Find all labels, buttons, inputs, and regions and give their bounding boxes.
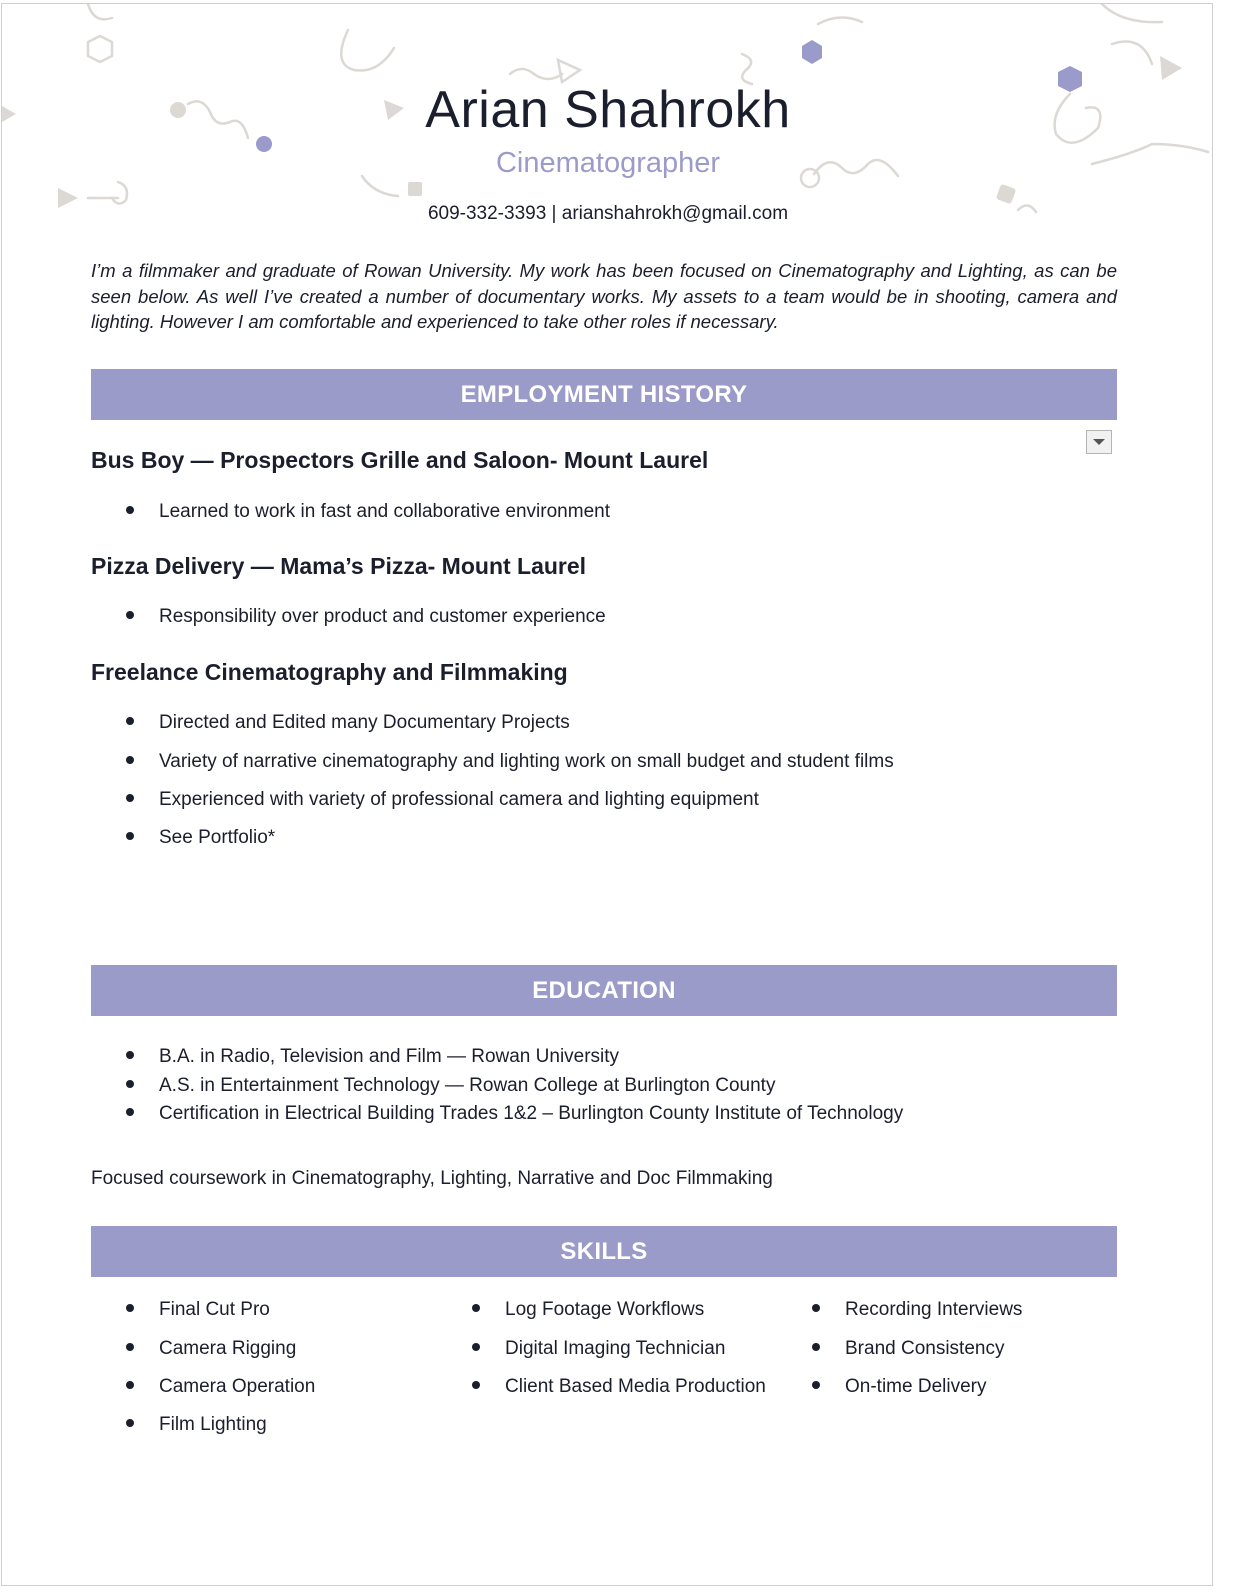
job-bullet: See Portfolio* bbox=[126, 827, 275, 849]
job-title: Bus Boy — Prospectors Grille and Saloon- Mount Laurel bbox=[91, 447, 709, 473]
candidate-name: Arian Shahrokh bbox=[425, 81, 791, 139]
profile-summary: I’m a filmmaker and graduate of Rowan University. My work has been focused on Cinematography and Lighting, as can be seen below. As well I’ve created a number of documentary works. My assets to a team would be in shooting, camera and lighting. However I am comfortable and experienced to take other roles if necessary. bbox=[91, 260, 1117, 332]
skill-item: Client Based Media Production bbox=[472, 1376, 766, 1398]
skill-item: Log Footage Workflows bbox=[472, 1299, 704, 1321]
bullet-dot-icon bbox=[126, 1304, 134, 1312]
bullet-dot-icon bbox=[126, 756, 134, 764]
skill-item: Recording Interviews bbox=[812, 1299, 1022, 1321]
bullet-dot-icon bbox=[126, 506, 134, 514]
job-bullet: Learned to work in fast and collaborative environment bbox=[126, 501, 610, 523]
employment-history-heading: EMPLOYMENT HISTORY bbox=[91, 369, 1117, 420]
bullet-dot-icon bbox=[472, 1304, 480, 1312]
education-item: A.S. in Entertainment Technology — Rowan College at Burlington County bbox=[126, 1075, 775, 1097]
bullet-dot-icon bbox=[126, 717, 134, 725]
skill-item: Camera Operation bbox=[126, 1376, 315, 1398]
bullet-dot-icon bbox=[812, 1381, 820, 1389]
education-item: Certification in Electrical Building Trades 1&2 – Burlington County Institute of Technology bbox=[126, 1103, 903, 1125]
skill-item: Camera Rigging bbox=[126, 1338, 296, 1360]
bullet-dot-icon bbox=[126, 611, 134, 619]
job-title: Freelance Cinematography and Filmmaking bbox=[91, 659, 568, 685]
bullet-dot-icon bbox=[126, 1343, 134, 1351]
bullet-dot-icon bbox=[126, 1419, 134, 1427]
resume-page bbox=[1, 3, 1213, 1586]
skill-item: Digital Imaging Technician bbox=[472, 1338, 725, 1360]
job-title: Pizza Delivery — Mama’s Pizza- Mount Laurel bbox=[91, 553, 587, 579]
chevron-down-icon bbox=[1087, 431, 1111, 453]
contact-info: 609-332-3393 | arianshahrokh@gmail.com bbox=[427, 203, 789, 224]
job-bullet: Responsibility over product and customer experience bbox=[126, 606, 606, 628]
skills-heading: SKILLS bbox=[91, 1226, 1117, 1277]
skill-item: Brand Consistency bbox=[812, 1338, 1004, 1360]
education-note: Focused coursework in Cinematography, Lighting, Narrative and Doc Filmmaking bbox=[91, 1168, 773, 1189]
bullet-dot-icon bbox=[126, 1051, 134, 1059]
bullet-dot-icon bbox=[126, 1381, 134, 1389]
skill-item: Final Cut Pro bbox=[126, 1299, 270, 1321]
bullet-dot-icon bbox=[126, 1108, 134, 1116]
section-options-dropdown[interactable] bbox=[1086, 430, 1112, 454]
candidate-role: Cinematographer bbox=[495, 147, 721, 179]
skill-item: Film Lighting bbox=[126, 1414, 267, 1436]
bullet-dot-icon bbox=[472, 1381, 480, 1389]
job-bullet: Experienced with variety of professional camera and lighting equipment bbox=[126, 789, 759, 811]
skill-item: On-time Delivery bbox=[812, 1376, 986, 1398]
job-bullet: Variety of narrative cinematography and lighting work on small budget and student films bbox=[126, 751, 894, 773]
bullet-dot-icon bbox=[812, 1304, 820, 1312]
bullet-dot-icon bbox=[126, 794, 134, 802]
bullet-dot-icon bbox=[126, 832, 134, 840]
bullet-dot-icon bbox=[812, 1343, 820, 1351]
education-heading: EDUCATION bbox=[91, 965, 1117, 1016]
job-bullet: Directed and Edited many Documentary Projects bbox=[126, 712, 570, 734]
bullet-dot-icon bbox=[472, 1343, 480, 1351]
bullet-dot-icon bbox=[126, 1080, 134, 1088]
education-item: B.A. in Radio, Television and Film — Rowan University bbox=[126, 1046, 619, 1068]
